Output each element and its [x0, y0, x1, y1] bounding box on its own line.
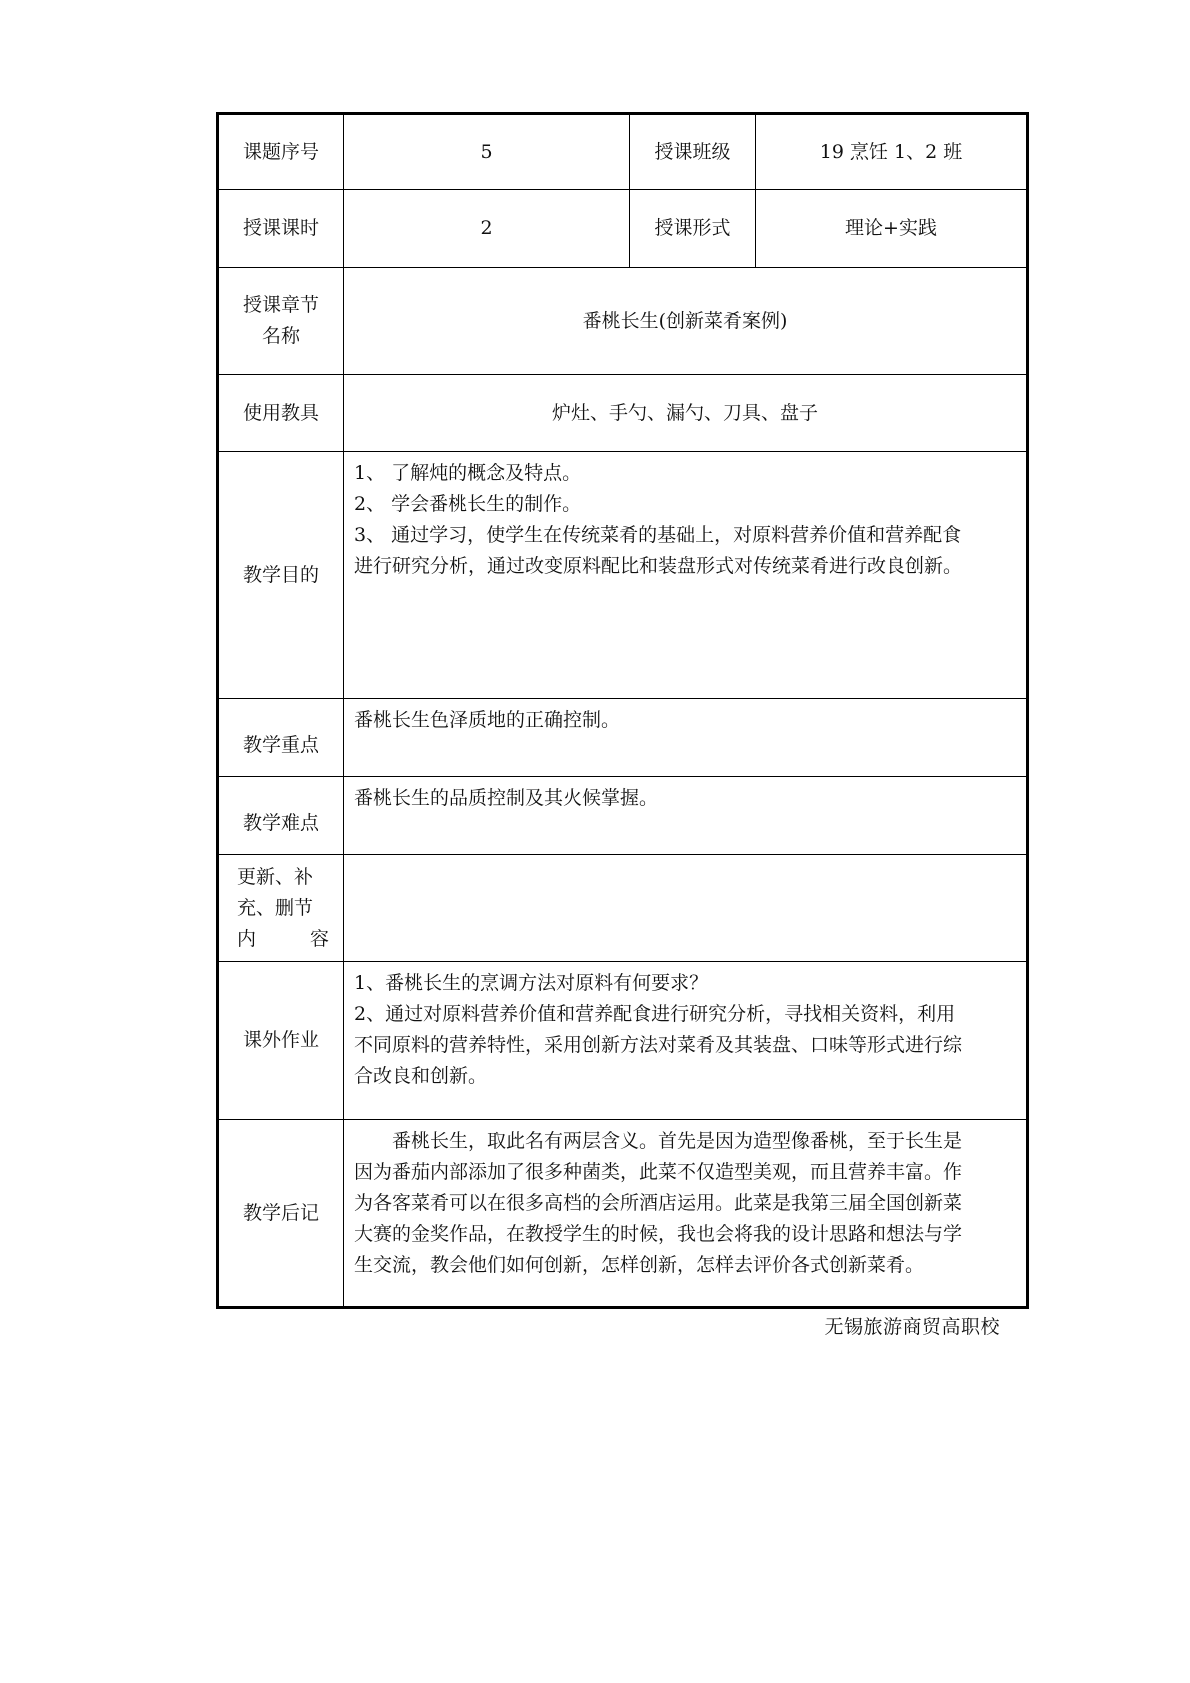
- homework-item: 2、通过对原料营养价值和营养配食进行研究分析，寻找相关资料，利用: [354, 1003, 956, 1025]
- tools-value: 炉灶、手勺、漏勺、刀具、盘子: [344, 375, 1028, 452]
- chapter-value: 番桃长生(创新菜肴案例): [344, 268, 1028, 375]
- row-updates: [218, 855, 1028, 962]
- reflection-label: 教学后记: [218, 1120, 344, 1308]
- key-points-value: 番桃长生色泽质地的正确控制。: [344, 699, 1028, 777]
- hours-label: 授课课时: [218, 190, 344, 268]
- row-reflection: [218, 1120, 1028, 1308]
- class-label: 授课班级: [630, 114, 756, 190]
- updates-value: [344, 855, 1028, 962]
- updates-label-line1: 更新、补: [237, 865, 314, 888]
- goal-item: 进行研究分析，通过改变原料配比和装盘形式对传统菜肴进行改良创新。: [354, 555, 963, 577]
- updates-label-char-nei: 内: [237, 927, 257, 950]
- updates-label-line2: 充、删节: [237, 896, 314, 919]
- row-chapter: [218, 268, 1028, 375]
- class-value: 19 烹饪 1、2 班: [756, 114, 1028, 190]
- reflection-line: 因为番茄内部添加了很多种菌类，此菜不仅造型美观，而且营养丰富。作: [354, 1161, 963, 1183]
- goals-label: 教学目的: [218, 452, 344, 699]
- topic-number-value: 5: [344, 114, 630, 190]
- difficulties-label: 教学难点: [218, 777, 344, 855]
- homework-item: 不同原料的营养特性，采用创新方法对菜肴及其装盘、口味等形式进行综: [354, 1034, 963, 1056]
- updates-label-char-rong: 容: [309, 927, 329, 950]
- school-name: 无锡旅游商贸高职校: [824, 1316, 1000, 1338]
- difficulties-value: 番桃长生的品质控制及其火候掌握。: [344, 777, 1028, 855]
- reflection-line: 大赛的金奖作品，在教授学生的时候，我也会将我的设计思路和想法与学: [354, 1223, 963, 1245]
- homework-content: [344, 962, 1028, 1120]
- updates-label: [218, 855, 344, 962]
- topic-number-label: 课题序号: [218, 114, 344, 190]
- goal-item: 2、 学会番桃长生的制作。: [354, 493, 582, 515]
- chapter-label-line1: 授课章节: [242, 294, 319, 316]
- form-label: 授课形式: [630, 190, 756, 268]
- reflection-line: 生交流，教会他们如何创新，怎样创新，怎样去评价各式创新菜肴。: [354, 1254, 925, 1276]
- lesson-plan-table: [216, 112, 1029, 1309]
- key-points-label: 教学重点: [218, 699, 344, 777]
- row-tools: [218, 375, 1028, 452]
- reflection-line: 为各客菜肴可以在很多高档的会所酒店运用。此菜是我第三届全国创新菜: [354, 1192, 963, 1214]
- row-goals: [218, 452, 1028, 699]
- reflection-line: 番桃长生，取此名有两层含义。首先是因为造型像番桃，至于长生是: [392, 1130, 963, 1152]
- updates-label-line3: [237, 924, 333, 955]
- reflection-content: [344, 1120, 1028, 1308]
- homework-label: 课外作业: [218, 962, 344, 1120]
- homework-item: 合改良和创新。: [354, 1065, 488, 1087]
- homework-item: 1、番桃长生的烹调方法对原料有何要求？: [354, 972, 709, 994]
- chapter-label-line2: 名称: [261, 325, 300, 347]
- form-value: 理论+实践: [756, 190, 1028, 268]
- row-hours: [218, 190, 1028, 268]
- row-difficulties: [218, 777, 1028, 855]
- row-topic-number: [218, 114, 1028, 190]
- goal-item: 1、 了解炖的概念及特点。: [354, 462, 582, 484]
- tools-label: 使用教具: [218, 375, 344, 452]
- row-homework: [218, 962, 1028, 1120]
- row-key-points: [218, 699, 1028, 777]
- goals-content: [344, 452, 1028, 699]
- hours-value: 2: [344, 190, 630, 268]
- chapter-label: [218, 268, 344, 375]
- goal-item: 3、 通过学习，使学生在传统菜肴的基础上，对原料营养价值和营养配食: [354, 524, 962, 546]
